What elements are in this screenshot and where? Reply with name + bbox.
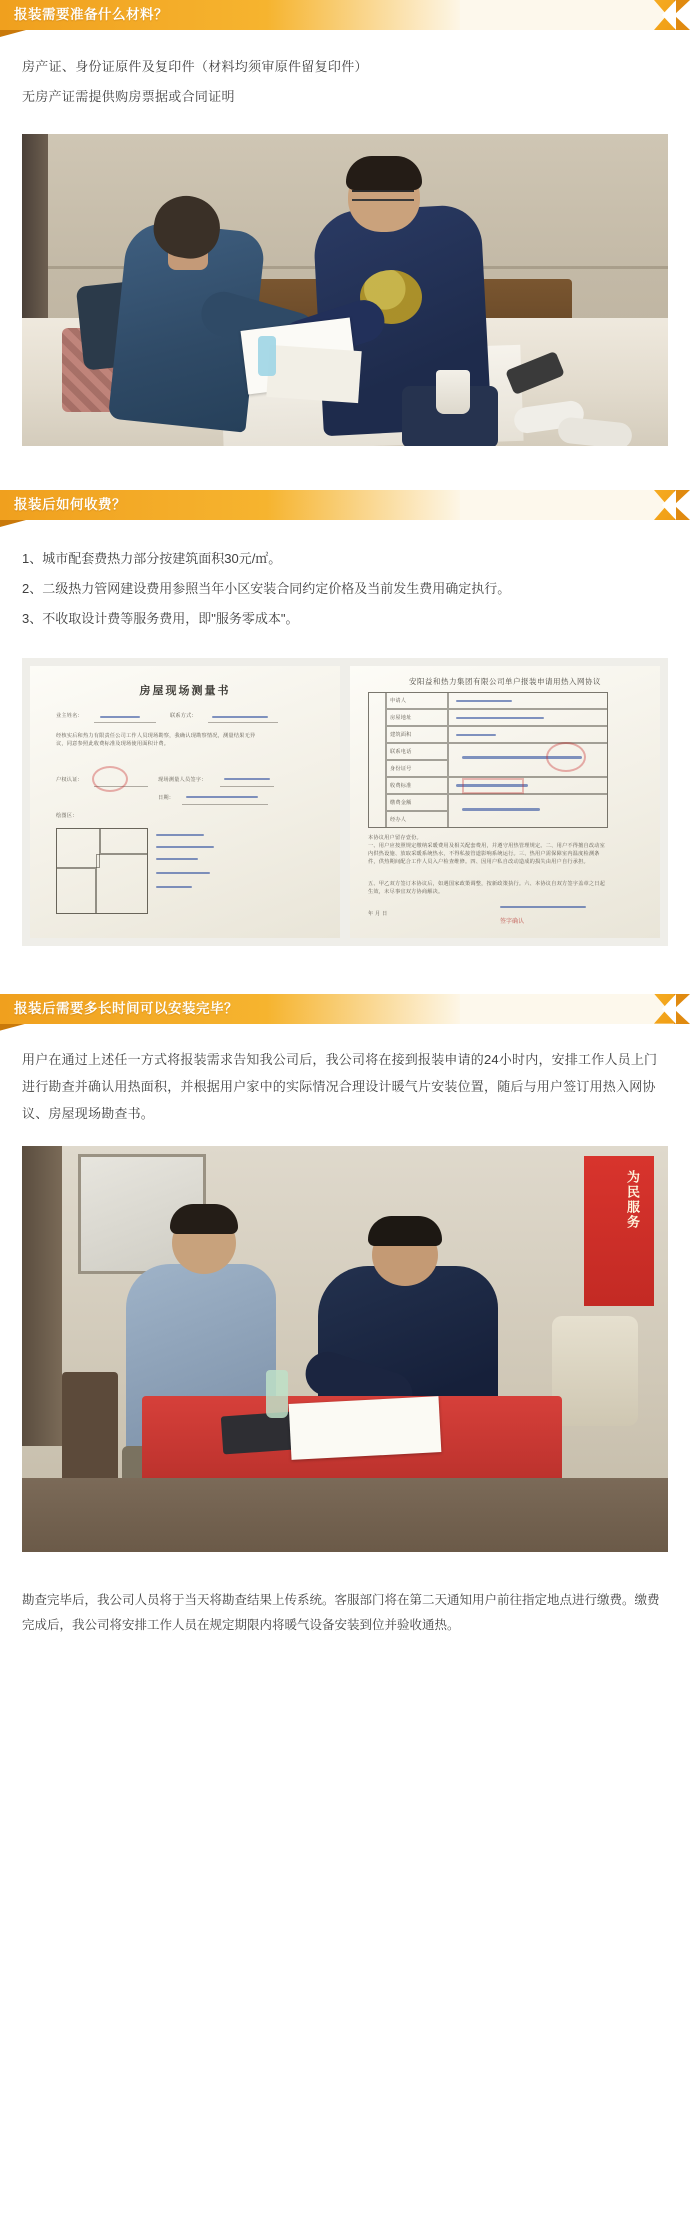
section-title-duration: 报装后需要多长时间可以安装完毕？ bbox=[14, 1000, 238, 1016]
materials-line-2: 无房产证需提供购房票据或合同证明 bbox=[22, 89, 235, 104]
materials-text bbox=[0, 30, 690, 122]
heading-fold-icon bbox=[674, 490, 690, 520]
doc1-field-6: 日期： bbox=[158, 794, 175, 801]
heading-bar-tail bbox=[460, 994, 690, 1024]
duration-footer-text: 勘查完毕后，我公司人员将于当天将勘查结果上传系统。客服部门将在第二天通知用户前往指定地点进行缴费。缴费完成后，我公司将安排工作人员在规定期限内将暖气设备安装到位并验收通热。 bbox=[22, 1592, 660, 1632]
materials-line-1: 房产证、身份证原件及复印件（材料均须审原件留复印件） bbox=[22, 59, 368, 74]
spacer-2 bbox=[0, 968, 690, 994]
doc1-field-2: 联系方式： bbox=[170, 712, 197, 719]
section-heading-materials bbox=[0, 0, 690, 30]
photo-onsite-survey-signing: 为民服务 bbox=[22, 1146, 668, 1552]
section-heading-fees bbox=[0, 490, 690, 520]
doc1-field-3: 经核实后和热力有限责任公司工作人员现场勘察，我确认现勘察情况，测量结果无异议，同意参照此收费标准及现场使用面积计费。 bbox=[56, 732, 256, 747]
duration-footer bbox=[0, 1570, 690, 1668]
doc-house-measurement bbox=[30, 666, 340, 938]
doc2-row-7: 缴费金额 bbox=[390, 799, 412, 806]
doc1-field-4: 户权认证： bbox=[56, 776, 83, 783]
doc2-row-2: 房屋地址 bbox=[390, 714, 412, 721]
doc1-field-7: 绘图区： bbox=[56, 812, 78, 819]
heading-fold-inner-icon bbox=[662, 490, 676, 520]
duration-paragraph-text: 用户在通过上述任一方式将报装需求告知我公司后，我公司将在接到报装申请的24小时内，安排工作人员上门进行勘查并确认用热面积，并根据用户家中的实际情况合理设计暖气片安装位置，随后与用户签订用热入网协议、房屋现场勘查书。 bbox=[22, 1051, 658, 1122]
doc2-row-3: 建筑面积 bbox=[390, 731, 412, 738]
fees-documents-wrap bbox=[0, 644, 690, 968]
doc-agreement-title: 安阳益和热力集团有限公司单户报装申请用热入网协议 bbox=[409, 676, 601, 686]
heading-fold-inner-icon bbox=[662, 0, 676, 30]
heading-bar-tail bbox=[460, 490, 690, 520]
doc-house-measurement-title: 房屋现场测量书 bbox=[139, 684, 231, 697]
doc2-row-8: 经办人 bbox=[390, 816, 407, 823]
spacer-1 bbox=[0, 464, 690, 490]
heading-fold-icon bbox=[674, 0, 690, 30]
duration-photo-wrap bbox=[0, 1134, 690, 1570]
fees-item-3: 3、不收取设计费等服务费用，即"服务零成本"。 bbox=[22, 610, 299, 626]
doc2-row-6: 收费标准 bbox=[390, 782, 412, 789]
heading-fold-icon bbox=[674, 994, 690, 1024]
section-title-materials: 报装需要准备什么材料？ bbox=[14, 7, 168, 22]
heading-bar-tail bbox=[460, 0, 690, 30]
fees-list bbox=[0, 520, 690, 644]
doc1-field-5: 现场测量人员签字： bbox=[158, 776, 207, 783]
photo-registration-documents bbox=[22, 134, 668, 446]
doc2-row-5: 身份证号 bbox=[390, 765, 412, 772]
fees-documents bbox=[22, 658, 668, 946]
section-title-fees: 报装后如何收费？ bbox=[14, 497, 126, 512]
doc-heating-network-agreement: 安阳益和热力集团有限公司单户报装申请用热入网协议 申请人 房屋地址 建筑面积 联系电话 身份证号 收费标准 缴费金额 经办人 本协议用户留存壹份。 一、用户应按照规定缴纳采暖费用及相关配套费用，并遵守用热管理规定。二、用户不得擅自改动室内供热设施、放取采暖系统热水，不得私接管道影响系统运行。三、热用户需保障室内温度检测条件，供热期间配合工作人员入户检查维修。四、因用户私自改动造成的损失由用户自行承担。 五、甲乙双方签订本协议后，如遇国家政策调整，按新政策执行。六、本协议自双方签字盖章之日起生效，未尽事宜双方协商解决。 年 月 日 签字确认 bbox=[350, 666, 660, 938]
doc2-row-1: 申请人 bbox=[390, 697, 407, 704]
fees-item-1: 1、城市配套费热力部分按建筑面积30元/㎡。 bbox=[22, 551, 282, 566]
heading-fold-inner-icon bbox=[662, 994, 676, 1024]
fees-item-2: 2、二级热力管网建设费用参照当年小区安装合同约定价格及当前发生费用确定执行。 bbox=[22, 580, 511, 596]
section-heading-duration bbox=[0, 994, 690, 1024]
duration-paragraph bbox=[0, 1024, 690, 1134]
doc1-field-1: 业主姓名： bbox=[56, 712, 83, 719]
doc2-row-4: 联系电话 bbox=[390, 748, 412, 755]
materials-photo-wrap bbox=[0, 122, 690, 464]
